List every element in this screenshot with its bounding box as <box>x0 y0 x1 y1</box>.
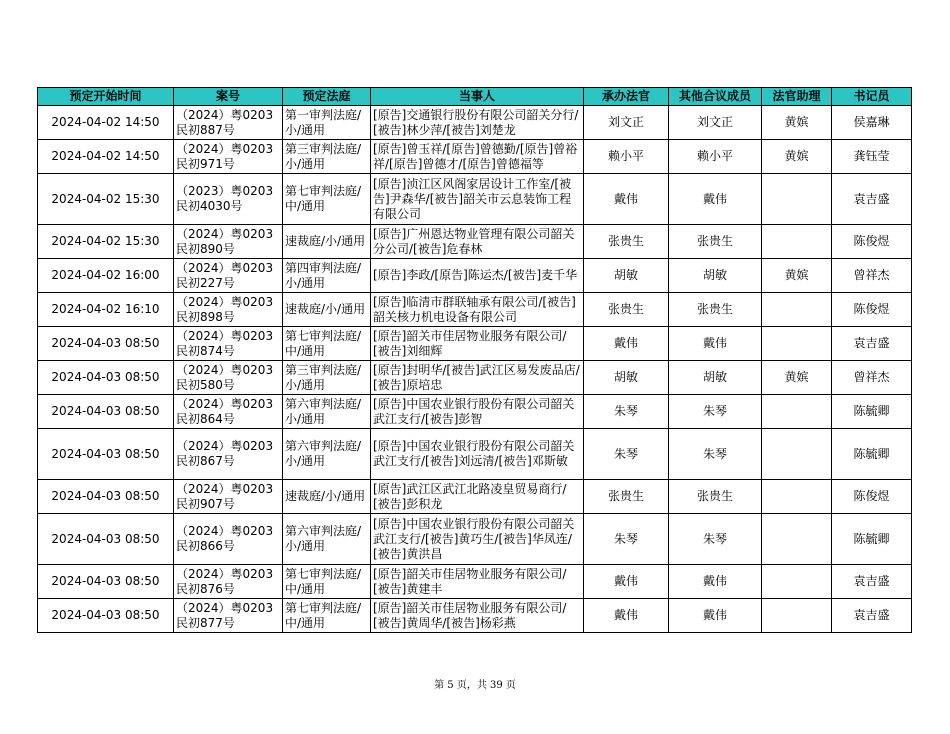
cell-court: 第七审判法庭/中/通用 <box>283 565 371 599</box>
cell-judge: 张贵生 <box>584 293 669 327</box>
cell-assistant <box>762 293 832 327</box>
cell-members: 张贵生 <box>669 225 762 259</box>
cell-assistant <box>762 327 832 361</box>
cell-members: 赖小平 <box>669 140 762 174</box>
cell-assistant <box>762 395 832 429</box>
cell-judge: 朱琴 <box>584 429 669 480</box>
cell-clerk: 龚钰莹 <box>832 140 912 174</box>
cell-time: 2024-04-03 08:50 <box>38 429 174 480</box>
table-row <box>38 140 912 174</box>
cell-members: 朱琴 <box>669 429 762 480</box>
table-row <box>38 429 912 480</box>
cell-members: 刘文正 <box>669 106 762 140</box>
cell-members: 胡敏 <box>669 259 762 293</box>
table-row <box>38 106 912 140</box>
cell-assistant <box>762 225 832 259</box>
table-row <box>38 565 912 599</box>
cell-assistant: 黄嫔 <box>762 259 832 293</box>
cell-clerk: 陈俊煜 <box>832 225 912 259</box>
cell-members: 朱琴 <box>669 514 762 565</box>
cell-parties: [原告]武江区武江北路凌皇贸易商行/[被告]彭积龙 <box>371 480 584 514</box>
header-case: 案号 <box>174 88 283 106</box>
table-row <box>38 514 912 565</box>
header-assistant: 法官助理 <box>762 88 832 106</box>
cell-assistant: 黄嫔 <box>762 140 832 174</box>
table-row <box>38 225 912 259</box>
cell-clerk: 袁吉盛 <box>832 174 912 225</box>
cell-assistant <box>762 514 832 565</box>
cell-parties: [原告]李政/[原告]陈运杰/[被告]麦千华 <box>371 259 584 293</box>
cell-court: 速裁庭/小/通用 <box>283 480 371 514</box>
cell-time: 2024-04-02 16:00 <box>38 259 174 293</box>
cell-time: 2024-04-03 08:50 <box>38 480 174 514</box>
cell-judge: 胡敏 <box>584 259 669 293</box>
cell-time: 2024-04-02 14:50 <box>38 140 174 174</box>
cell-members: 戴伟 <box>669 327 762 361</box>
table-row <box>38 174 912 225</box>
cell-court: 第六审判法庭/小/通用 <box>283 514 371 565</box>
cell-parties: [原告]广州恩达物业管理有限公司韶关分公司/[被告]危春林 <box>371 225 584 259</box>
table-row <box>38 293 912 327</box>
cell-time: 2024-04-03 08:50 <box>38 514 174 565</box>
table-row <box>38 395 912 429</box>
cell-clerk: 陈毓卿 <box>832 429 912 480</box>
cell-court: 第三审判法庭/小/通用 <box>283 140 371 174</box>
cell-members: 戴伟 <box>669 599 762 633</box>
cell-time: 2024-04-03 08:50 <box>38 565 174 599</box>
cell-parties: [原告]中国农业银行股份有限公司韶关武江支行/[被告]黄巧生/[被告]华凤连/[被告]黄洪昌 <box>371 514 584 565</box>
cell-court: 第七审判法庭/中/通用 <box>283 174 371 225</box>
cell-judge: 张贵生 <box>584 480 669 514</box>
cell-case: （2024）粤0203民初898号 <box>174 293 283 327</box>
cell-time: 2024-04-03 08:50 <box>38 327 174 361</box>
cell-case: （2024）粤0203民初887号 <box>174 106 283 140</box>
cell-case: （2024）粤0203民初866号 <box>174 514 283 565</box>
cell-assistant: 黄嫔 <box>762 361 832 395</box>
cell-clerk: 陈俊煜 <box>832 480 912 514</box>
cell-parties: [原告]韶关市佳居物业服务有限公司/[被告]黄周华/[被告]杨彩燕 <box>371 599 584 633</box>
table-row <box>38 599 912 633</box>
cell-parties: [原告]交通银行股份有限公司韶关分行/[被告]林少萍/[被告]刘楚龙 <box>371 106 584 140</box>
cell-time: 2024-04-02 15:30 <box>38 174 174 225</box>
cell-parties: [原告]临清市群联轴承有限公司/[被告]韶关核力机电设备有限公司 <box>371 293 584 327</box>
cell-parties: [原告]中国农业银行股份有限公司韶关武江支行/[被告]彭智 <box>371 395 584 429</box>
cell-court: 第七审判法庭/中/通用 <box>283 327 371 361</box>
cell-members: 戴伟 <box>669 565 762 599</box>
cell-members: 戴伟 <box>669 174 762 225</box>
cell-time: 2024-04-02 16:10 <box>38 293 174 327</box>
cell-clerk: 袁吉盛 <box>832 565 912 599</box>
header-row <box>38 88 912 106</box>
cell-judge: 朱琴 <box>584 514 669 565</box>
cell-time: 2024-04-02 14:50 <box>38 106 174 140</box>
cell-clerk: 曾祥杰 <box>832 259 912 293</box>
cell-assistant <box>762 429 832 480</box>
cell-case: （2024）粤0203民初227号 <box>174 259 283 293</box>
cell-court: 第七审判法庭/中/通用 <box>283 599 371 633</box>
cell-parties: [原告]封明华/[被告]武江区易发废品店/[被告]原培忠 <box>371 361 584 395</box>
table-row <box>38 327 912 361</box>
cell-parties: [原告]中国农业银行股份有限公司韶关武江支行/[被告]刘远清/[被告]邓斯敏 <box>371 429 584 480</box>
cell-case: （2024）粤0203民初907号 <box>174 480 283 514</box>
header-clerk: 书记员 <box>832 88 912 106</box>
cell-court: 速裁庭/小/通用 <box>283 293 371 327</box>
cell-court: 第三审判法庭/小/通用 <box>283 361 371 395</box>
cell-court: 第六审判法庭/小/通用 <box>283 429 371 480</box>
cell-case: （2024）粤0203民初874号 <box>174 327 283 361</box>
cell-judge: 戴伟 <box>584 327 669 361</box>
cell-judge: 赖小平 <box>584 140 669 174</box>
cell-case: （2024）粤0203民初864号 <box>174 395 283 429</box>
schedule-table <box>37 87 912 633</box>
table-row <box>38 480 912 514</box>
cell-clerk: 侯嘉琳 <box>832 106 912 140</box>
cell-case: （2023）粤0203民初4030号 <box>174 174 283 225</box>
cell-case: （2024）粤0203民初890号 <box>174 225 283 259</box>
cell-assistant: 黄嫔 <box>762 106 832 140</box>
cell-case: （2024）粤0203民初580号 <box>174 361 283 395</box>
table-row <box>38 361 912 395</box>
cell-case: （2024）粤0203民初876号 <box>174 565 283 599</box>
header-members: 其他合议成员 <box>669 88 762 106</box>
header-judge: 承办法官 <box>584 88 669 106</box>
cell-clerk: 袁吉盛 <box>832 599 912 633</box>
cell-members: 朱琴 <box>669 395 762 429</box>
header-court: 预定法庭 <box>283 88 371 106</box>
cell-parties: [原告]浈江区风阁家居设计工作室/[被告]尹森华/[被告]韶关市云息装饰工程有限公司 <box>371 174 584 225</box>
cell-clerk: 陈毓卿 <box>832 395 912 429</box>
cell-judge: 朱琴 <box>584 395 669 429</box>
cell-clerk: 曾祥杰 <box>832 361 912 395</box>
table-row <box>38 259 912 293</box>
cell-case: （2024）粤0203民初867号 <box>174 429 283 480</box>
cell-members: 张贵生 <box>669 293 762 327</box>
cell-judge: 戴伟 <box>584 174 669 225</box>
cell-judge: 戴伟 <box>584 565 669 599</box>
cell-court: 速裁庭/小/通用 <box>283 225 371 259</box>
header-time: 预定开始时间 <box>38 88 174 106</box>
cell-clerk: 陈俊煜 <box>832 293 912 327</box>
cell-case: （2024）粤0203民初877号 <box>174 599 283 633</box>
cell-clerk: 袁吉盛 <box>832 327 912 361</box>
cell-case: （2024）粤0203民初971号 <box>174 140 283 174</box>
cell-court: 第四审判法庭/小/通用 <box>283 259 371 293</box>
cell-parties: [原告]韶关市佳居物业服务有限公司/[被告]黄建丰 <box>371 565 584 599</box>
cell-assistant <box>762 599 832 633</box>
cell-parties: [原告]韶关市佳居物业服务有限公司/[被告]刘细辉 <box>371 327 584 361</box>
cell-assistant <box>762 174 832 225</box>
cell-time: 2024-04-03 08:50 <box>38 395 174 429</box>
cell-time: 2024-04-03 08:50 <box>38 361 174 395</box>
cell-time: 2024-04-02 15:30 <box>38 225 174 259</box>
cell-assistant <box>762 480 832 514</box>
page-footer: 第 5 页，共 39 页 <box>434 680 516 691</box>
cell-members: 张贵生 <box>669 480 762 514</box>
cell-members: 胡敏 <box>669 361 762 395</box>
cell-parties: [原告]曾玉祥/[原告]曾德勤/[原告]曾裕祥/[原告]曾德才/[原告]曾德福等 <box>371 140 584 174</box>
cell-judge: 刘文正 <box>584 106 669 140</box>
cell-judge: 张贵生 <box>584 225 669 259</box>
cell-assistant <box>762 565 832 599</box>
cell-time: 2024-04-03 08:50 <box>38 599 174 633</box>
cell-judge: 胡敏 <box>584 361 669 395</box>
cell-court: 第一审判法庭/小/通用 <box>283 106 371 140</box>
cell-judge: 戴伟 <box>584 599 669 633</box>
cell-court: 第六审判法庭/小/通用 <box>283 395 371 429</box>
header-parties: 当事人 <box>371 88 584 106</box>
cell-clerk: 陈毓卿 <box>832 514 912 565</box>
